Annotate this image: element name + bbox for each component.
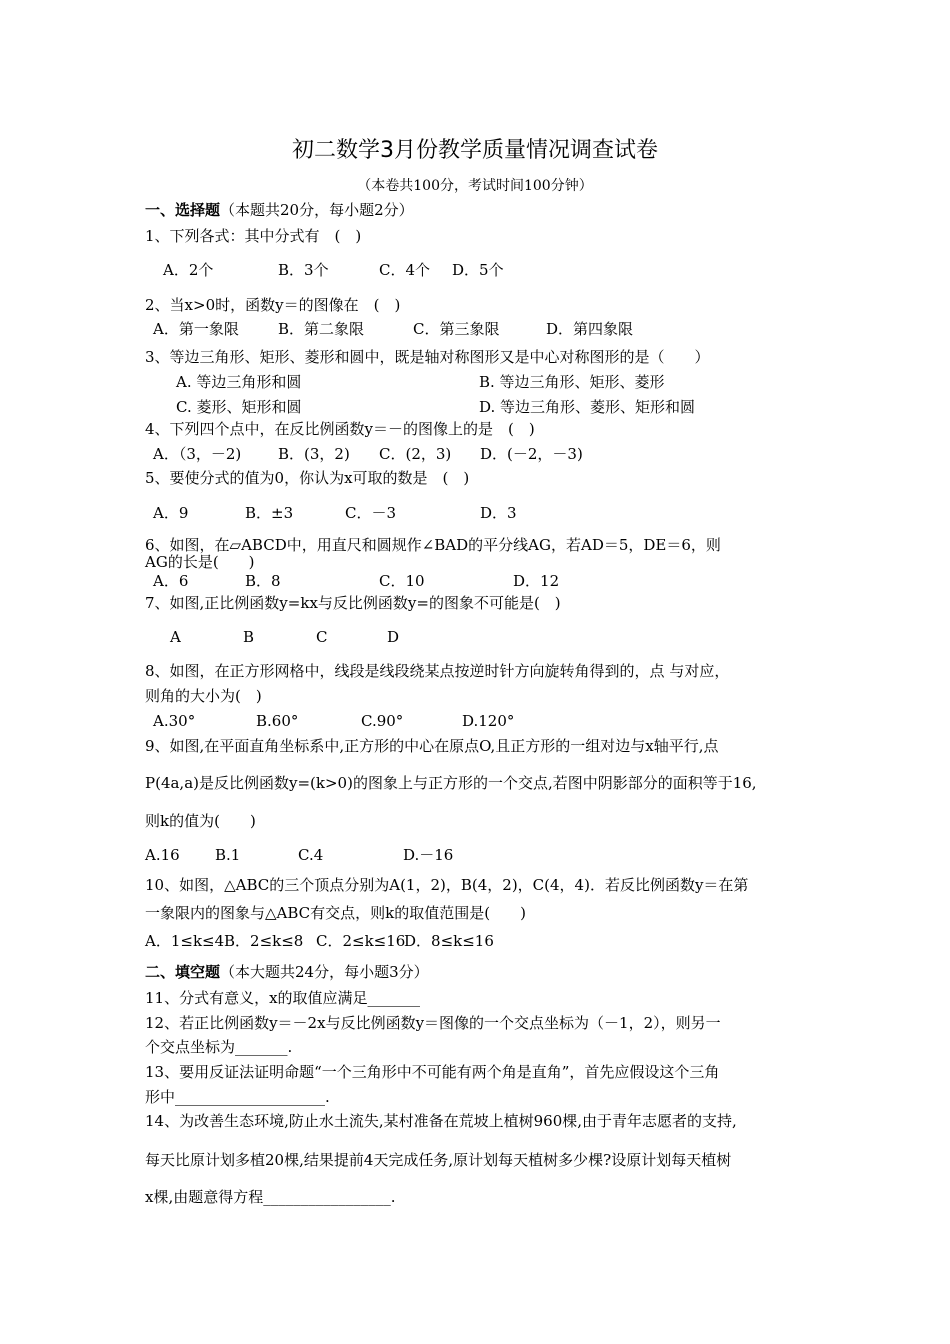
q13-line1: 13、要用反证法证明命题“一个三角形中不可能有两个角是直角”，首先应假设这个三角 — [145, 1063, 720, 1081]
q8-option-d: D.120° — [462, 712, 515, 730]
q10-option-c: C．2≤k≤16 — [316, 932, 406, 950]
q13-line2: 形中____________________. — [145, 1088, 330, 1106]
q7-option-a: A — [170, 628, 181, 646]
q10-stem-line2: 一象限内的图象与△ABC有交点，则k的取值范围是( ) — [145, 904, 526, 922]
page-title: 初二数学3月份教学质量情况调查试卷 — [292, 138, 658, 163]
q7-option-b: B — [243, 628, 255, 646]
page-subtitle: （本卷共100分，考试时间100分钟） — [357, 178, 593, 194]
q4-stem: 4、下列四个点中，在反比例函数y＝－的图像上的是 ( ) — [145, 420, 535, 438]
q10-option-a: A．1≤k≤4 — [145, 932, 225, 950]
q9-option-c: C.4 — [298, 846, 324, 864]
q7-stem: 7、如图,正比例函数y=kx与反比例函数y=的图象不可能是( ) — [145, 594, 561, 612]
q5-option-c: C．－3 — [345, 504, 397, 522]
q5-option-b: B．±3 — [245, 504, 294, 522]
q3-option-c: C. 菱形、矩形和圆 — [176, 398, 302, 416]
q6-stem-line2: AG的长是( ) — [145, 553, 255, 571]
q1-option-c: C．4个 — [379, 261, 431, 279]
q2-stem: 2、当x>0时，函数y＝的图像在 ( ) — [145, 296, 401, 314]
q3-option-b: B. 等边三角形、矩形、菱形 — [479, 373, 665, 391]
q3-stem: 3、等边三角形、矩形、菱形和圆中，既是轴对称图形又是中心对称图形的是（ ） — [145, 348, 710, 366]
q14-line3: x棵,由题意得方程_________________. — [145, 1188, 396, 1206]
q3-option-a: A. 等边三角形和圆 — [176, 373, 302, 391]
q8-option-c: C.90° — [361, 712, 404, 730]
q6-stem-line1: 6、如图，在▱ABCD中，用直尺和圆规作∠BAD的平分线AG，若AD＝5，DE＝6，则 — [145, 536, 721, 554]
q9-stem-line3: 则k的值为( ) — [145, 812, 256, 830]
q8-stem-line1: 8、如图，在正方形网格中，线段是线段绕某点按逆时针方向旋转角得到的，点 与对应， — [145, 662, 730, 680]
q10-option-d: D．8≤k≤16 — [404, 932, 494, 950]
q9-stem-line1: 9、如图,在平面直角坐标系中,正方形的中心在原点O,且正方形的一组对边与x轴平行,点 — [145, 737, 719, 755]
q4-option-b: B．(3，2) — [278, 445, 350, 463]
q12-line2: 个交点坐标为_______. — [145, 1038, 293, 1056]
section-1-heading: 一、选择题（本题共20分，每小题2分） — [145, 201, 414, 219]
q6-option-d: D．12 — [513, 572, 560, 590]
q10-option-b: B．2≤k≤8 — [224, 932, 304, 950]
q2-option-c: C．第三象限 — [413, 320, 500, 338]
q5-stem: 5、要使分式的值为0，你认为x可取的数是 ( ) — [145, 469, 470, 487]
q1-option-b: B．3个 — [278, 261, 329, 279]
q6-option-b: B．8 — [245, 572, 281, 590]
q4-option-d: D．(－2，－3) — [480, 445, 583, 463]
q1-stem: 1、下列各式：其中分式有 ( ) — [145, 227, 362, 245]
q7-option-c: C — [316, 628, 328, 646]
q1-option-a: A．2个 — [163, 261, 214, 279]
q11-text: 11、分式有意义，x的取值应满足_______ — [145, 989, 421, 1007]
q2-option-a: A．第一象限 — [153, 320, 239, 338]
q9-stem-line2: P(4a,a)是反比例函数y=(k>0)的图象上与正方形的一个交点,若图中阴影部分的面积等于16, — [145, 774, 757, 792]
q14-line2: 每天比原计划多植20棵,结果提前4天完成任务,原计划每天植树多少棵?设原计划每天植树 — [145, 1151, 732, 1169]
q9-option-a: A.16 — [145, 846, 180, 864]
q14-line1: 14、为改善生态环境,防止水土流失,某村准备在荒坡上植树960棵,由于青年志愿者的支持, — [145, 1112, 737, 1130]
q3-option-d: D. 等边三角形、菱形、矩形和圆 — [479, 398, 696, 416]
q8-option-a: A.30° — [153, 712, 196, 730]
q8-option-b: B.60° — [256, 712, 299, 730]
q6-option-c: C．10 — [379, 572, 425, 590]
q9-option-d: D.－16 — [403, 846, 454, 864]
q6-option-a: A．6 — [153, 572, 189, 590]
q5-option-d: D．3 — [480, 504, 517, 522]
section-2-heading: 二、填空题（本大题共24分，每小题3分） — [145, 963, 429, 981]
q4-option-a: A．（3，－2) — [153, 445, 242, 463]
q8-stem-line2: 则角的大小为( ) — [145, 687, 262, 705]
q4-option-c: C．(2，3) — [379, 445, 452, 463]
q1-option-d: D．5个 — [452, 261, 504, 279]
q5-option-a: A．9 — [153, 504, 189, 522]
q10-stem-line1: 10、如图，△ABC的三个顶点分别为A(1，2)，B(4，2)，C(4，4)．若反比例函数y＝在第 — [145, 876, 749, 894]
q7-option-d: D — [387, 628, 400, 646]
q2-option-d: D．第四象限 — [546, 320, 634, 338]
q12-line1: 12、若正比例函数y＝－2x与反比例函数y＝图像的一个交点坐标为（－1，2），则另一 — [145, 1014, 721, 1032]
q9-option-b: B.1 — [215, 846, 241, 864]
q2-option-b: B．第二象限 — [278, 320, 365, 338]
